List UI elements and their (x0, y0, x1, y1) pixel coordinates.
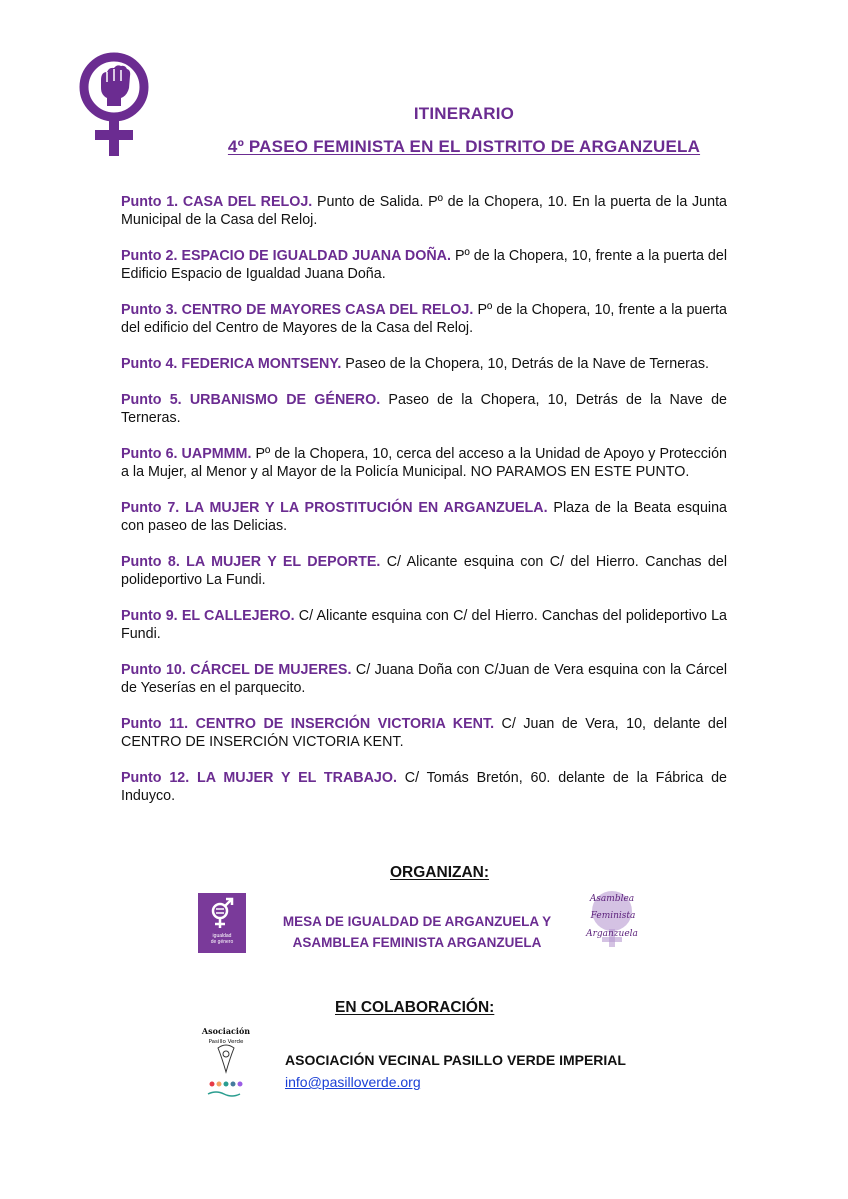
av-logo-text1: Asociación (201, 1026, 251, 1036)
point-text: C/ Juana Doña con C/Juan de Vera esquina con la Cárcel de Yeserías en el parquecito. (121, 662, 727, 696)
itinerary-point (121, 553, 727, 589)
document-subtitle: 4º PASEO FEMINISTA EN EL DISTRITO DE ARGANZUELA (227, 137, 701, 156)
itinerary-point (121, 715, 727, 751)
asamblea-logo-text1: Asamblea (589, 894, 635, 904)
organizan-heading: ORGANIZAN: (390, 864, 490, 881)
itinerary-point (121, 499, 727, 535)
organizers-line2: ASAMBLEA FEMINISTA ARGANZUELA (292, 935, 542, 950)
point-label: Punto 9. EL CALLEJERO. (121, 608, 295, 624)
point-label: Punto 3. CENTRO DE MAYORES CASA DEL RELOJ. (121, 302, 474, 318)
document-title: ITINERARIO (413, 104, 515, 123)
point-label: Punto 7. LA MUJER Y LA PROSTITUCIÓN EN ARGANZUELA. (121, 500, 548, 516)
itinerary-point (121, 355, 727, 373)
itinerary-point (121, 247, 727, 283)
itinerary-point (121, 391, 727, 427)
email-link[interactable]: info@pasilloverde.org (285, 1074, 421, 1090)
igualdad-logo-caption (198, 933, 246, 945)
igualdad-caption-line1: igualdad (212, 933, 232, 939)
point-label: Punto 12. LA MUJER Y EL TRABAJO. (121, 770, 397, 786)
asociacion-name: ASOCIACIÓN VECINAL PASILLO VERDE IMPERIAL (285, 1052, 626, 1068)
itinerary-point (121, 661, 727, 697)
point-label: Punto 2. ESPACIO DE IGUALDAD JUANA DOÑA. (121, 248, 451, 264)
point-text: C/ Alicante esquina con C/ del Hierro. Canchas del polideportivo La Fundi. (121, 554, 727, 588)
organizers-text (262, 911, 572, 953)
point-text: Plaza de la Beata esquina con paseo de las Delicias. (121, 500, 727, 534)
asamblea-feminista-logo (580, 885, 644, 949)
point-label: Punto 8. LA MUJER Y EL DEPORTE. (121, 554, 381, 570)
itinerary-point (121, 193, 727, 229)
organizers-line1: MESA DE IGUALDAD DE ARGANZUELA Y (282, 914, 552, 929)
point-text: Paseo de la Chopera, 10, Detrás de la Nave de Terneras. (121, 392, 727, 426)
itinerary-point (121, 769, 727, 805)
igualdad-genero-logo (198, 893, 246, 953)
point-text: C/ Juan de Vera, 10, delante del CENTRO DE INSERCIÓN VICTORIA KENT. (121, 716, 727, 750)
asociacion-pasillo-verde-logo (198, 1024, 254, 1102)
point-text: Punto de Salida. Pº de la Chopera, 10. En la puerta de la Junta Municipal de la Casa del Reloj. (121, 194, 727, 228)
point-text: Paseo de la Chopera, 10, Detrás de la Nave de Terneras. (341, 356, 710, 372)
gender-equality-icon (208, 897, 236, 931)
point-text: C/ Tomás Bretón, 60. delante de la Fábrica de Induyco. (121, 770, 727, 804)
colaboracion-heading: EN COLABORACIÓN: (335, 999, 495, 1016)
point-text: C/ Alicante esquina con C/ del Hierro. Canchas del polideportivo La Fundi. (121, 608, 727, 642)
point-text: Pº de la Chopera, 10, frente a la puerta del edificio del Centro de Mayores de la Casa del Reloj. (121, 302, 727, 336)
igualdad-caption-line2: de género (210, 939, 234, 945)
itinerary-point (121, 301, 727, 337)
point-label: Punto 11. CENTRO DE INSERCIÓN VICTORIA KENT. (121, 716, 495, 732)
point-label: Punto 5. URBANISMO DE GÉNERO. (121, 392, 381, 408)
point-label: Punto 4. FEDERICA MONTSENY. (121, 356, 342, 372)
asamblea-logo-text3: Arganzuela (586, 929, 638, 939)
itinerary-point (121, 607, 727, 643)
point-label: Punto 1. CASA DEL RELOJ. (121, 194, 313, 210)
point-label: Punto 6. UAPMMM. (121, 446, 252, 462)
itinerary-list (121, 193, 727, 823)
point-text: Pº de la Chopera, 10, frente a la puerta del Edificio Espacio de Igualdad Juana Doña. (121, 248, 728, 282)
point-text: Pº de la Chopera, 10, cerca del acceso a la Unidad de Apoyo y Protección a la Mujer, al Menor y al Mayor de la Policía Municipal. NO PARAMOS EN ESTE PUNTO. (121, 446, 728, 480)
point-label: Punto 10. CÁRCEL DE MUJERES. (121, 662, 352, 678)
asamblea-logo-text2: Feminista (590, 911, 636, 921)
itinerary-point (121, 445, 727, 481)
av-logo-text2: Pasillo Verde (208, 1039, 244, 1045)
